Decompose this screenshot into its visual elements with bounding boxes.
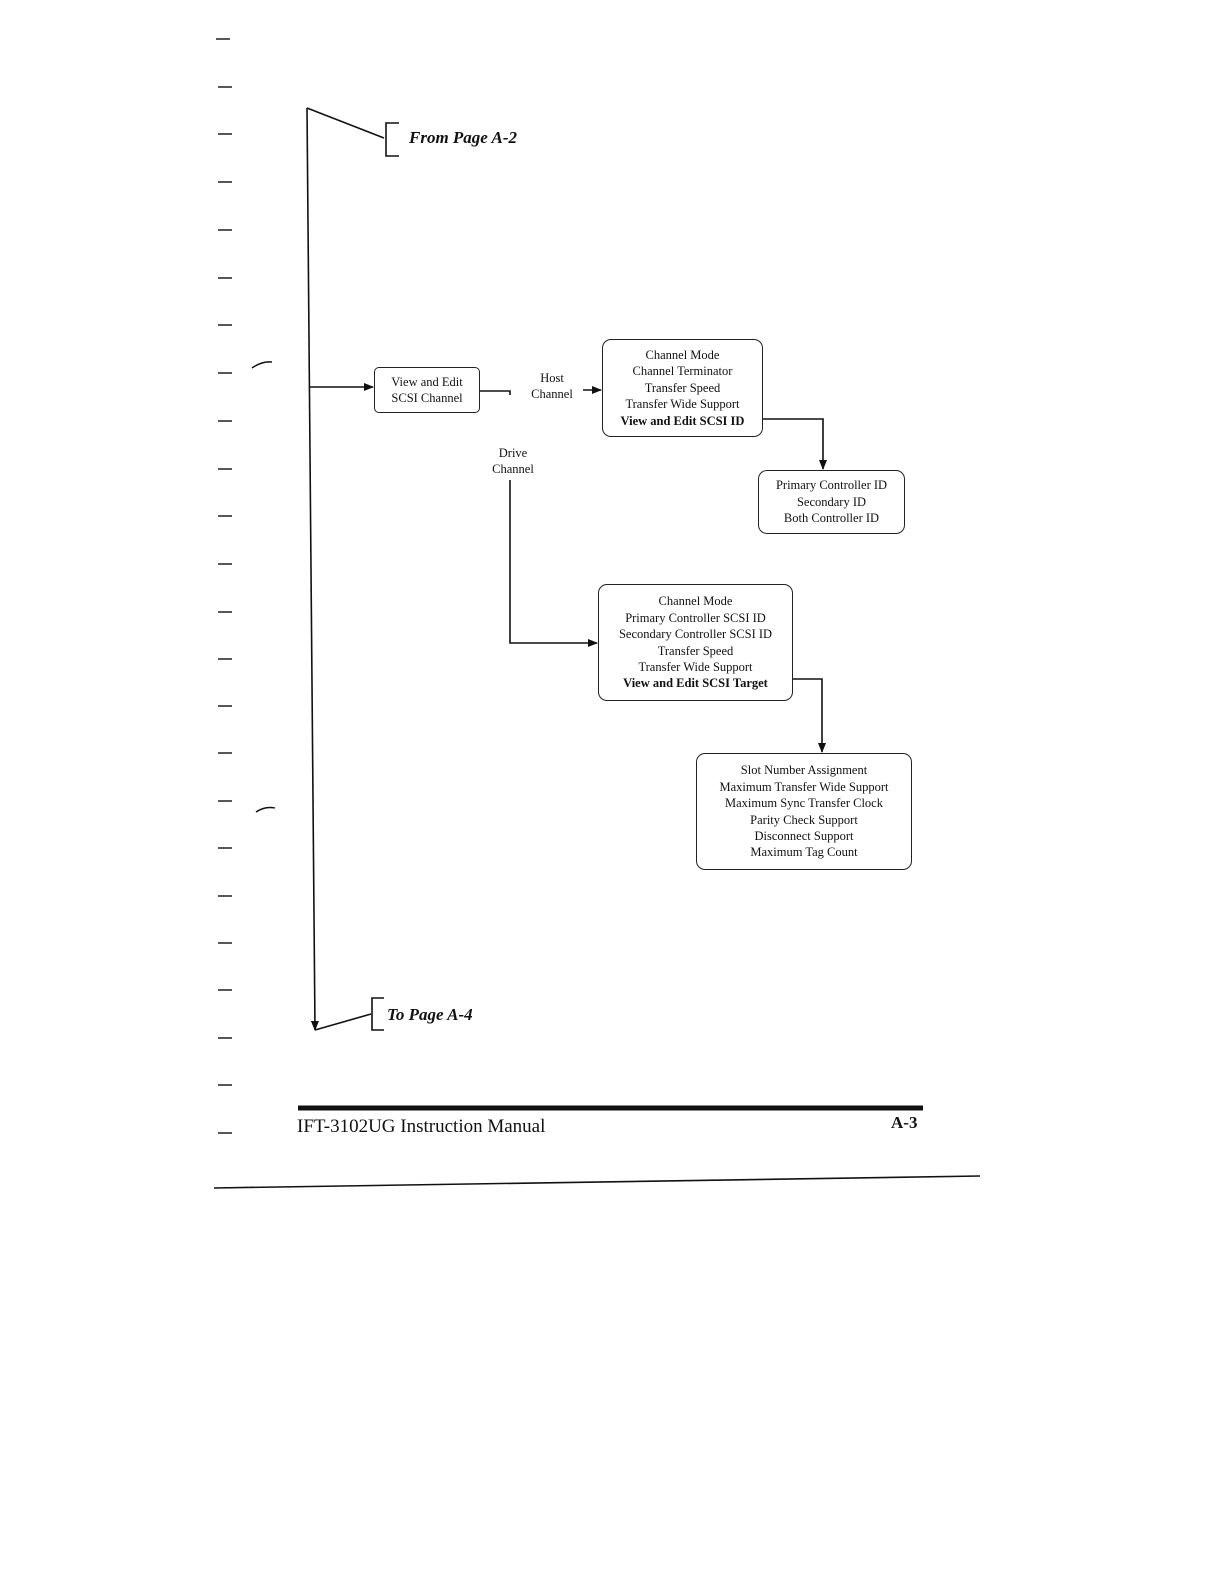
margin-marks [216, 39, 275, 1133]
from-page-connector: From Page A-2 [409, 128, 517, 147]
view-edit-scsi-channel-node: View and Edit SCSI Channel [374, 367, 480, 413]
drive-channel-label: Drive Channel [492, 446, 534, 476]
manual-title: IFT-3102UG Instruction Manual [297, 1116, 546, 1137]
controller-id-node: Primary Controller ID Secondary ID Both Controller ID [758, 470, 905, 534]
host-channel-label: Host Channel [531, 371, 573, 401]
host-channel-settings-node: Channel Mode Channel Terminator Transfer Speed Transfer Wide Support View and Edit SCSI ID [602, 339, 763, 437]
to-page-connector: To Page A-4 [387, 1005, 473, 1024]
page-number: A-3 [891, 1113, 918, 1132]
drive-channel-settings-node: Channel Mode Primary Controller SCSI ID Secondary Controller SCSI ID Transfer Speed Transfer Wide Support View and Edit SCSI Target [598, 584, 793, 701]
scsi-target-settings-node: Slot Number Assignment Maximum Transfer Wide Support Maximum Sync Transfer Clock Parity Check Support Disconnect Support Maximum Tag Count [696, 753, 912, 870]
